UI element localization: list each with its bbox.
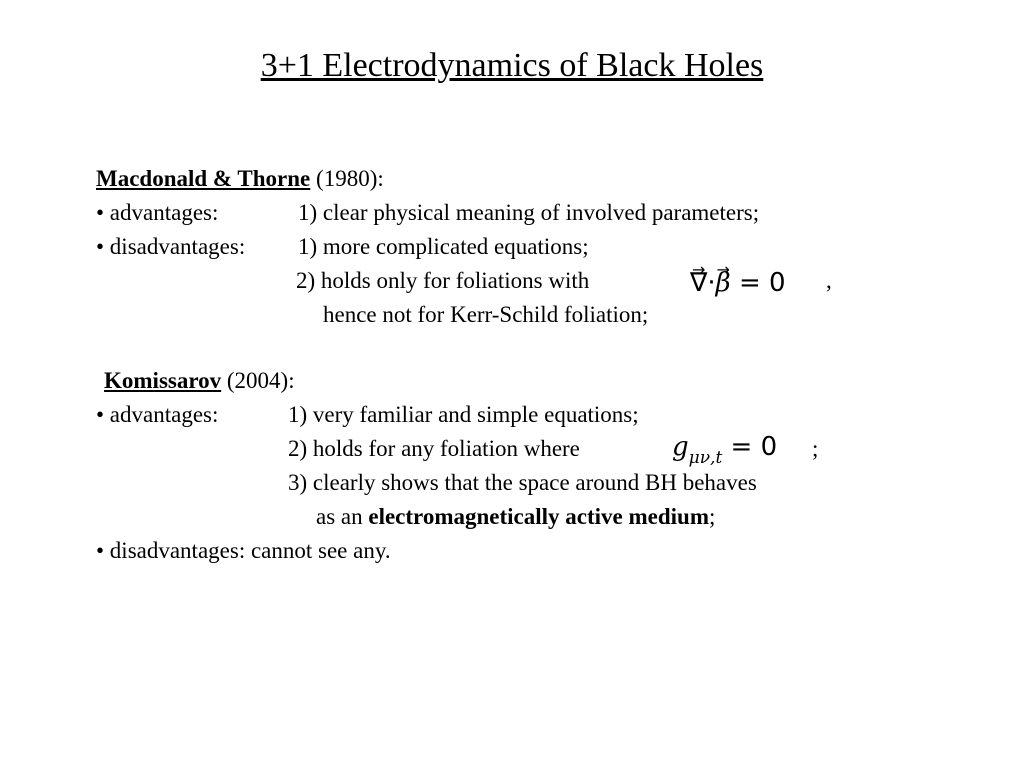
mt-advantages-prefix: • advantages: [96,200,219,225]
ko-heading-line [104,366,295,396]
ko-disadvantage-1: cannot see any. [250,538,391,563]
mt-disadvantages-prefix: • disadvantages: [96,234,246,259]
ko-advantages-prefix: • advantages: [96,402,219,427]
mt-advantage-1: 1) clear physical meaning of involved parameters; [298,200,760,225]
ko-advantage-4 [316,502,715,532]
mt-disadvantage-2: 2) holds only for foliations with [296,268,590,293]
dot-symbol: · [707,268,716,298]
mt-year: (1980): [316,166,384,191]
ko-metric-equation [672,430,777,467]
mt-disadvantage-2-comma: , [826,268,832,293]
ko-advantage-2-semicolon: ; [812,436,819,461]
ko-advantage-1: 1) very familiar and simple equations; [288,402,639,427]
ko-year: (2004): [226,368,295,393]
nabla-vector-symbol: → ∇ [690,266,707,300]
ko-heading: Komissarov [104,368,222,393]
mt-disadvantage-1: 1) more complicated equations; [298,234,589,259]
slide-title: 3+1 Electrodynamics of Black Holes [260,47,764,84]
mt-heading-line [96,164,384,194]
ko-advantage-4-emphasis: electromagnetically active medium [368,504,710,529]
metric-g-symbol: g [672,432,689,462]
ko-disadvantages-prefix: • disadvantages: [96,538,246,563]
mt-disadvantage-3: hence not for Kerr-Schild foliation; [323,302,649,327]
beta-vector-symbol: → β [716,266,731,300]
ko-disadvantages-line [96,536,391,566]
equals-zero: = 0 [722,432,778,462]
metric-subscript: μν,t [688,448,723,468]
equals-zero: = 0 [730,268,786,298]
ko-advantage-4-end: ; [709,504,716,529]
ko-advantage-2: 2) holds for any foliation where [288,436,580,461]
mt-divergence-equation [690,266,786,300]
ko-advantage-4-prefix: as an [316,504,363,529]
ko-advantage-3: 3) clearly shows that the space around BH behaves [288,470,757,495]
mt-heading: Macdonald & Thorne [96,166,311,191]
